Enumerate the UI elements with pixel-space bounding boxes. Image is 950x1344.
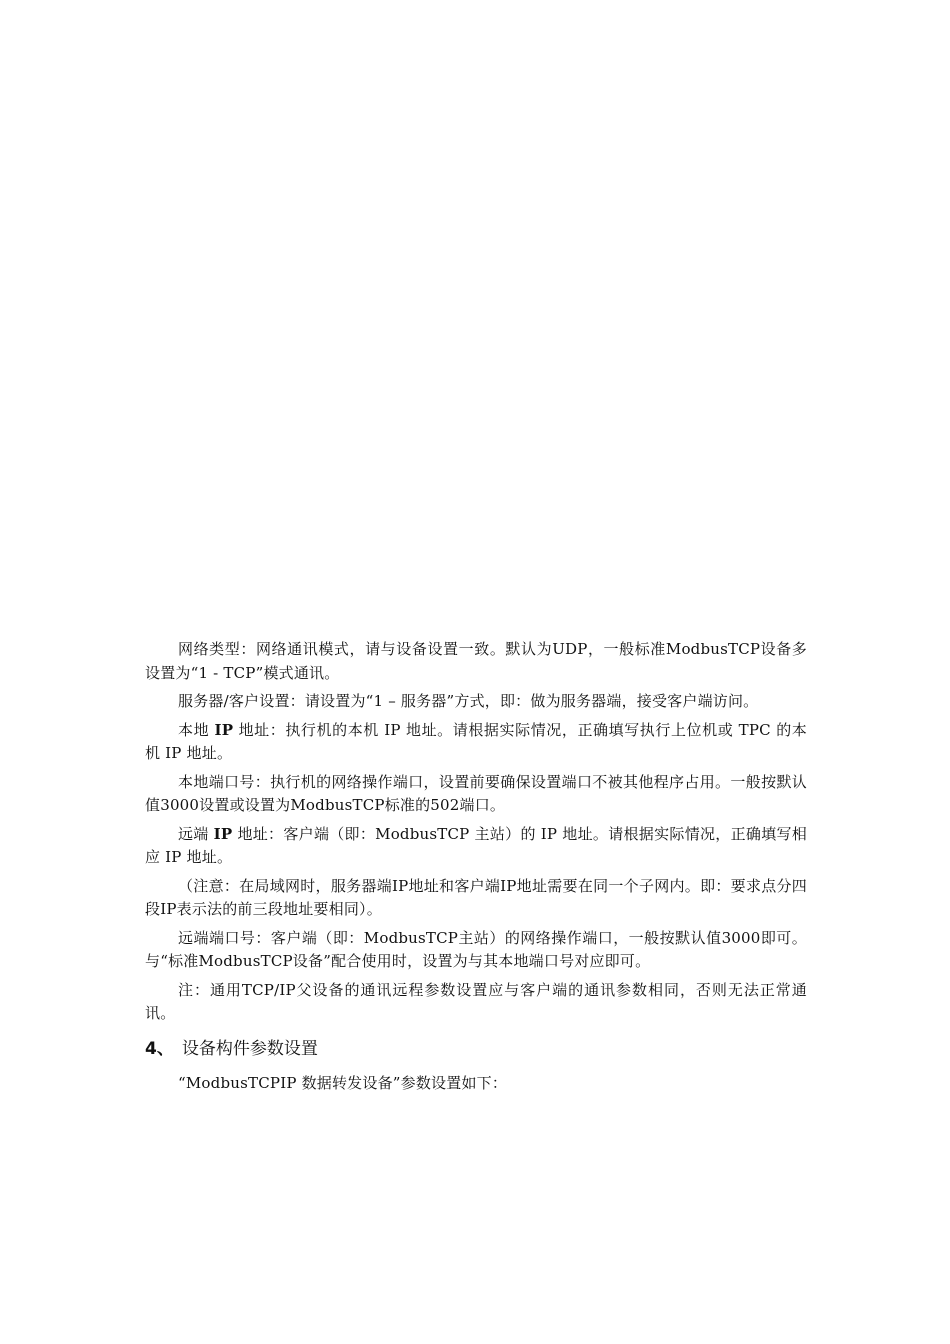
- paragraph-closing: “ModbusTCPIP 数据转发设备”参数设置如下：: [178, 1073, 508, 1092]
- local-ip-prefix: 本地: [178, 720, 215, 739]
- paragraph-note-general: 注：通用TCP/IP父设备的通讯远程参数设置应与客户端的通讯参数相同，否则无法正常通讯。: [145, 980, 807, 1022]
- local-ip-body: 地址：执行机的本机 IP 地址。请根据实际情况，正确填写执行上位机或 TPC 的本机 IP 地址。: [145, 720, 807, 762]
- local-ip-bold: IP: [214, 720, 234, 739]
- paragraph-local-ip: [145, 719, 807, 766]
- section-heading: [145, 1036, 807, 1062]
- paragraph-note-lan: （注意：在局域网时，服务器端IP地址和客户端IP地址需要在同一个子网内。即：要求点分四段IP表示法的前三段地址要相同）。: [145, 876, 807, 918]
- paragraph-remote-port: 远端端口号：客户端（即：ModbusTCP主站）的网络操作端口，一般按默认值3000即可。与“标准ModbusTCP设备”配合使用时，设置为与其本地端口号对应即可。: [145, 928, 807, 970]
- page-content: [145, 638, 807, 1100]
- section-number: 4、: [145, 1038, 174, 1059]
- remote-ip-body: 地址：客户端（即：ModbusTCP 主站）的 IP 地址。请根据实际情况，正确填写相应 IP 地址。: [145, 824, 807, 866]
- remote-ip-bold: IP: [213, 824, 233, 843]
- paragraph-remote-ip: [145, 823, 807, 870]
- remote-ip-prefix: 远端: [178, 824, 214, 843]
- paragraph-server-client: 服务器/客户设置：请设置为“1 – 服务器”方式，即：做为服务器端，接受客户端访问。: [178, 692, 759, 710]
- paragraph-network-type: 网络类型：网络通讯模式，请与设备设置一致。默认为UDP，一般标准ModbusTCP设备多设置为“1 - TCP”模式通讯。: [145, 640, 807, 682]
- paragraph-local-port: 本地端口号：执行机的网络操作端口，设置前要确保设置端口不被其他程序占用。一般按默认值3000设置或设置为ModbusTCP标准的502端口。: [145, 772, 807, 814]
- section-title: 设备构件参数设置: [181, 1038, 318, 1059]
